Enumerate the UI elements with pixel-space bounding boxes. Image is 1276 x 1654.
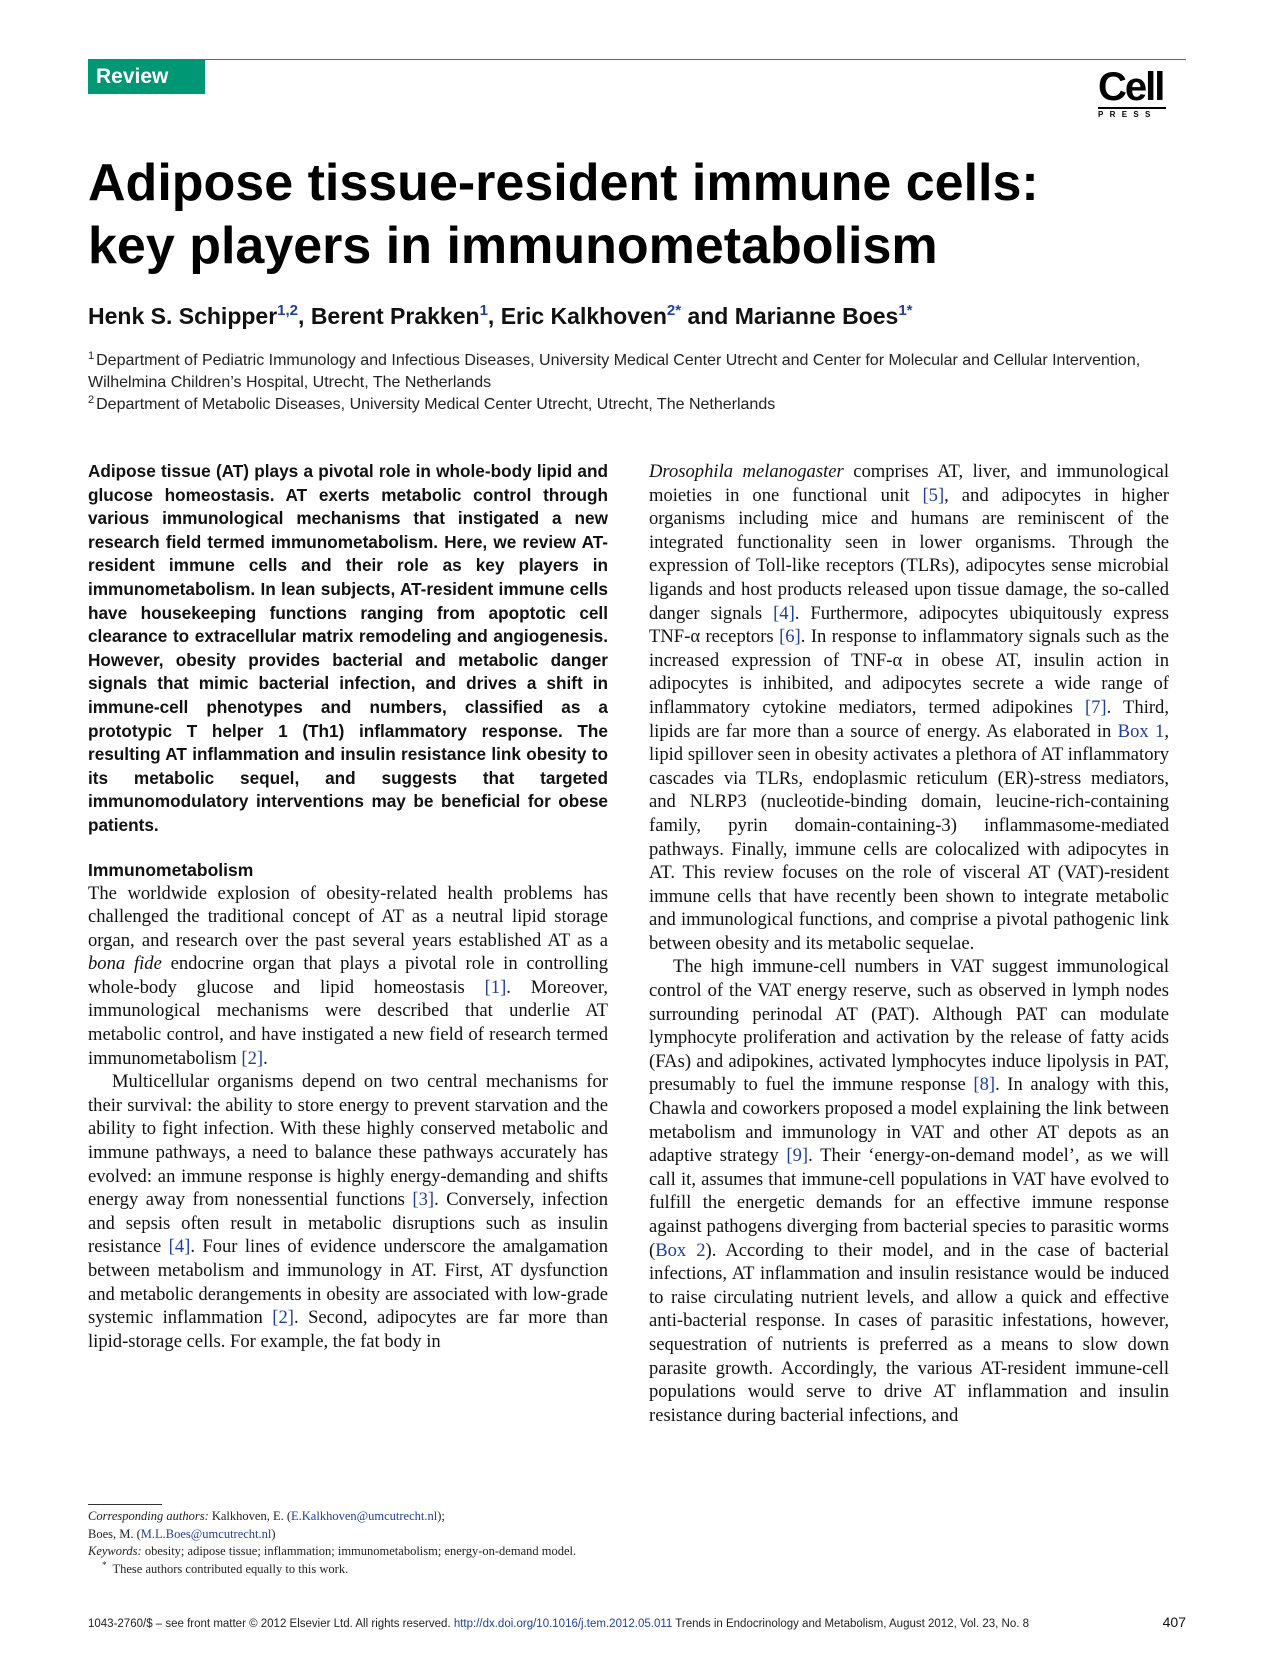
- text-run: ). According to their model, and in the case of bacterial infections, AT inflammation and insulin resistance would be induced to raise circulating nutrient levels, and allow a quick and effective anti-bacterial response. In cases of parasitic infestations, however, sequestration of nutrients is preferred as a means to slow down parasite growth. Accordingly, the various AT-resident immune-cell populations would serve to drive AT inflammation and insulin resistance during bacterial infections, and: [649, 1239, 1169, 1426]
- citation-link[interactable]: [1]: [484, 976, 507, 998]
- text-run: Multicellular organisms depend on two central mechanisms for their survival: the ability to store energy to prevent starvation and the ability to fight infection. With these highly conserved metabolic and immune pathways, a need to balance these pathways accurately has evolved: an immune response is highly energy-demanding and shifts energy away from nonessential functions: [88, 1071, 608, 1211]
- text-run: endocrine organ that plays a pivotal role in controlling whole-body glucose and lipid homeostasis: [88, 953, 608, 998]
- box-link[interactable]: Box 2: [655, 1239, 706, 1261]
- text-run: . Third, lipids are far more than a source of energy. As elaborated in: [649, 696, 1170, 742]
- body-paragraph: [649, 955, 1169, 1427]
- cell-press-logo: [1098, 65, 1192, 120]
- email-link[interactable]: E.Kalkhoven@umcutrecht.nl: [291, 1509, 438, 1523]
- author-list: [88, 300, 1188, 332]
- author-affil-sup: 2*: [666, 302, 682, 319]
- author-name: Marianne Boes: [734, 303, 899, 329]
- right-column: [649, 460, 1169, 1427]
- box-link[interactable]: Box 1: [1117, 720, 1165, 742]
- text-run: .: [263, 1047, 268, 1069]
- journal-citation: Trends in Endocrinology and Metabolism, August 2012, Vol. 23, No. 8: [675, 1618, 1030, 1630]
- section-heading: Immunometabolism: [88, 859, 254, 880]
- footnote-star: *: [102, 1559, 107, 1570]
- text-run: The worldwide explosion of obesity-related health problems has challenged the traditional concept of AT as a neutral lipid storage organ, and research over the past several years established AT as a: [88, 882, 608, 951]
- citation-link[interactable]: [9]: [786, 1145, 809, 1167]
- footnote-text: These authors contributed equally to this work.: [112, 1561, 349, 1576]
- author-name: Eric Kalkhoven: [500, 303, 667, 329]
- front-matter: 1043-2760/$ – see front matter © 2012 Elsevier Ltd. All rights reserved.: [88, 1618, 451, 1630]
- section-tag: Review: [88, 60, 205, 94]
- author-affil-sup: 1: [479, 302, 488, 319]
- citation-link[interactable]: [4]: [773, 602, 795, 624]
- author-name: Berent Prakken: [310, 303, 480, 329]
- left-column: [88, 460, 608, 1353]
- affiliation-text: Department of Metabolic Diseases, University Medical Center Utrecht, Utrecht, The Netherlands: [96, 396, 776, 413]
- abstract: Adipose tissue (AT) plays a pivotal role in whole-body lipid and glucose homeostasis. AT exerts metabolic control through various immunological mechanisms that instigated a new research field termed immunometabolism. Here, we review AT-resident immune cells and their role as key players in immunometabolism. In lean subjects, AT-resident immune cells have housekeeping functions ranging from apoptotic cell clearance to extracellular matrix remodeling and angiogenesis. However, obesity provides bacterial and metabolic danger signals that mimic bacterial infection, and drives a shift in immune-cell phenotypes and numbers, classified as a prototypic T helper 1 (Th1) inflammatory response. The resulting AT inflammation and insulin resistance link obesity to its metabolic sequel, and suggests that targeted immunomodulatory interventions may be beneficial for obese patients.: [88, 461, 608, 835]
- footnotes: [88, 1508, 608, 1578]
- text-run: . Conversely, infection and sepsis often result in metabolic disruptions such as insulin resistance: [88, 1189, 608, 1258]
- body-paragraph: [88, 1070, 608, 1353]
- doi-link[interactable]: http://dx.doi.org/10.1016/j.tem.2012.05.011: [453, 1618, 673, 1630]
- author-separator: and: [681, 303, 735, 329]
- citation-link[interactable]: [2]: [241, 1047, 264, 1069]
- text-run: . Four lines of evidence underscore the amalgamation between metabolism and immunology in AT. First, AT dysfunction and metabolic derangements in obesity are associated with low-grade systemic inflammation: [88, 1236, 608, 1329]
- affiliation-number: 1: [88, 350, 95, 362]
- article-title: [88, 152, 1188, 278]
- title-line-1: Adipose tissue-resident immune cells:: [88, 154, 1039, 212]
- affiliation-text: Department of Pediatric Immunology and Infectious Diseases, University Medical Center Utrecht and Center for Molecular and Cellular Intervention, Wilhelmina Children’s Hospital, Utrecht, The Netherlands: [88, 352, 1141, 391]
- citation-link[interactable]: [8]: [973, 1074, 996, 1096]
- text-run: , and adipocytes in higher organisms including mice and humans are reminiscent of the integrated functionality seen in lower organisms. Through the expression of Toll-like receptors (TLRs), adipocytes sense microbial ligands and host products released upon tissue damage, the so-called danger signals: [649, 484, 1170, 624]
- footnote-label: Corresponding authors:: [88, 1509, 209, 1523]
- citation-link[interactable]: [6]: [779, 626, 801, 648]
- text-run: . Moreover, immunological mechanisms were described that underlie AT metabolic control, and have instigated a new field of research termed immunometabolism: [88, 976, 608, 1069]
- body-paragraph: [88, 882, 608, 1071]
- text-run: . In analogy with this, Chawla and coworkers proposed a model explaining the link between metabolism and immunology in VAT and other AT depots as an adaptive strategy: [649, 1074, 1169, 1167]
- text-run: Boes, M. (: [88, 1526, 141, 1541]
- text-run: comprises AT, liver, and immunological moieties in one functional unit: [649, 461, 1169, 506]
- text-run: );: [437, 1509, 445, 1523]
- author-affil-sup: 1,2: [277, 302, 299, 319]
- text-run: The high immune-cell numbers in VAT suggest immunological control of the VAT energy reserve, such as observed in lymph nodes surrounding perinodal AT (PAT). Although PAT can modulate lymphocyte proliferation and activation by the release of fatty acids (FAs) and adipokines, activated lymphocytes induce lipolysis in PAT, presumably to fuel the immune response: [649, 956, 1169, 1096]
- text-run: . Their ‘energy-on-demand model’, as we will call it, assumes that immune-cell populations in VAT have evolved to fulfill the energetic demands for an effective immune response against pathogens diverging from bacterial species to parasitic worms (: [649, 1145, 1169, 1261]
- text-run: ): [271, 1526, 276, 1541]
- citation-link[interactable]: [2]: [272, 1307, 294, 1329]
- text-run: Kalkhoven, E. (: [208, 1509, 292, 1523]
- logo-sub: PRESS: [1098, 107, 1166, 120]
- citation-link[interactable]: [4]: [168, 1236, 191, 1258]
- citation-link[interactable]: [5]: [922, 484, 945, 506]
- affiliation-2: [88, 394, 1198, 416]
- page-footer: [88, 1616, 1186, 1632]
- citation-link[interactable]: [3]: [412, 1189, 435, 1211]
- page-number: 407: [1162, 1614, 1186, 1630]
- title-line-2: key players in immunometabolism: [88, 217, 938, 275]
- keywords-text: obesity; adipose tissue; inflammation; immunometabolism; energy-on-demand model.: [141, 1544, 577, 1558]
- affiliation-1: [88, 350, 1198, 394]
- italic-text: Drosophila melanogaster: [649, 461, 844, 482]
- body-paragraph: [649, 460, 1169, 955]
- affiliations: [88, 350, 1198, 416]
- footnote-label: Keywords:: [88, 1544, 142, 1558]
- text-run: . Furthermore, adipocytes ubiquitously express TNF-α receptors: [649, 602, 1169, 648]
- footnote-rule: [88, 1504, 162, 1505]
- equal-contribution-note: [88, 1561, 608, 1579]
- author-name: Henk S. Schipper: [88, 303, 278, 329]
- author-separator: ,: [487, 303, 501, 329]
- text-run: . In response to inflammatory signals such as the increased expression of TNF-α in obese AT, insulin action in adipocytes is inhibited, and adipocytes secrete a wide range of inflammatory cytokine mediators, termed adipokines: [649, 626, 1169, 718]
- email-link[interactable]: M.L.Boes@umcutrecht.nl: [140, 1526, 272, 1541]
- text-run: . Second, adipocytes are far more than lipid-storage cells. For example, the fat body in: [88, 1307, 609, 1352]
- logo-word: Cell: [1098, 65, 1164, 109]
- citation-link[interactable]: [7]: [1084, 696, 1107, 718]
- author-affil-sup: 1*: [898, 302, 913, 319]
- corresponding-authors-2: [88, 1526, 608, 1544]
- keywords: [88, 1543, 608, 1561]
- italic-text: bona fide: [88, 953, 162, 975]
- author-separator: ,: [298, 303, 311, 329]
- text-run: , lipid spillover seen in obesity activates a plethora of AT inflammatory cascades via TLRs, endoplasmic reticulum (ER)-stress mediators, and NLRP3 (nucleotide-binding domain, leucine-rich-containing family, pyrin domain-containing-3) inflammasome-mediated pathways. Finally, immune cells are colocalized with adipocytes in AT. This review focuses on the role of visceral AT (VAT)-resident immune cells that have recently been shown to integrate metabolic and immunological functions, and comprise a pivotal pathogenic link between obesity and its metabolic sequelae.: [649, 720, 1169, 954]
- corresponding-authors: [88, 1508, 608, 1526]
- affiliation-number: 2: [88, 394, 95, 406]
- header-rule: [88, 59, 1186, 60]
